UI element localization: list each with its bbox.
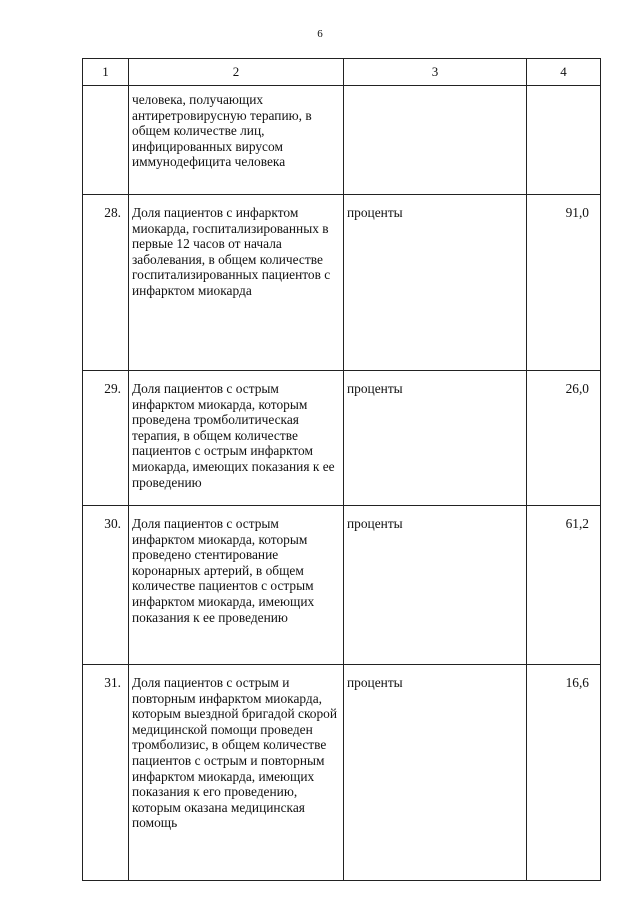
header-col-3: 3 bbox=[344, 59, 527, 86]
row-unit-cell: проценты bbox=[344, 371, 527, 506]
row-unit-cell: проценты bbox=[344, 665, 527, 881]
row-description-cell: Доля пациентов с острым и повторным инфарктом миокарда, которым выездной бригадой скорой медицинской помощи проведен тромболизис, в общем количестве пациентов с острым и повторным инфарктом миокарда, имеющих показания к его проведению, которым оказана медицинская помощь bbox=[129, 665, 344, 881]
header-col-1: 1 bbox=[83, 59, 129, 86]
row-description-cell: Доля пациентов с острым инфарктом миокарда, которым проведено стентирование коронарных артерий, в общем количестве пациентов с острым инфарктом миокарда, имеющих показания к ее проведению bbox=[129, 506, 344, 665]
row-unit-cell: проценты bbox=[344, 195, 527, 371]
row-value-cell: 61,2 bbox=[527, 506, 601, 665]
row-value-cell: 16,6 bbox=[527, 665, 601, 881]
header-col-2: 2 bbox=[129, 59, 344, 86]
row-number-cell: 28. bbox=[83, 195, 129, 371]
row-description-cell: Доля пациентов с острым инфарктом миокарда, которым проведена тромболитическая терапия, в общем количестве пациентов с острым инфарктом миокарда, имеющих показания к ее проведению bbox=[129, 371, 344, 506]
row-unit-cell bbox=[344, 86, 527, 195]
row-number-cell: 31. bbox=[83, 665, 129, 881]
table-row bbox=[83, 371, 601, 506]
row-number-cell: 30. bbox=[83, 506, 129, 665]
table-row bbox=[83, 665, 601, 881]
header-row bbox=[83, 59, 601, 86]
table-row bbox=[83, 506, 601, 665]
indicators-table bbox=[82, 58, 601, 881]
row-description-cell: Доля пациентов с инфарктом миокарда, госпитализированных в первые 12 часов от начала заболевания, в общем количестве госпитализированных пациентов с инфарктом миокарда bbox=[129, 195, 344, 371]
row-number-cell bbox=[83, 86, 129, 195]
row-value-cell bbox=[527, 86, 601, 195]
row-value-cell: 26,0 bbox=[527, 371, 601, 506]
row-description-cell: человека, получающих антиретровирусную терапию, в общем количестве лиц, инфицированных вирусом иммунодефицита человека bbox=[129, 86, 344, 195]
row-unit-cell: проценты bbox=[344, 506, 527, 665]
table-row bbox=[83, 195, 601, 371]
row-value-cell: 91,0 bbox=[527, 195, 601, 371]
page-number: 6 bbox=[317, 28, 323, 40]
row-number-cell: 29. bbox=[83, 371, 129, 506]
table-row-continuation bbox=[83, 86, 601, 195]
header-col-4: 4 bbox=[527, 59, 601, 86]
